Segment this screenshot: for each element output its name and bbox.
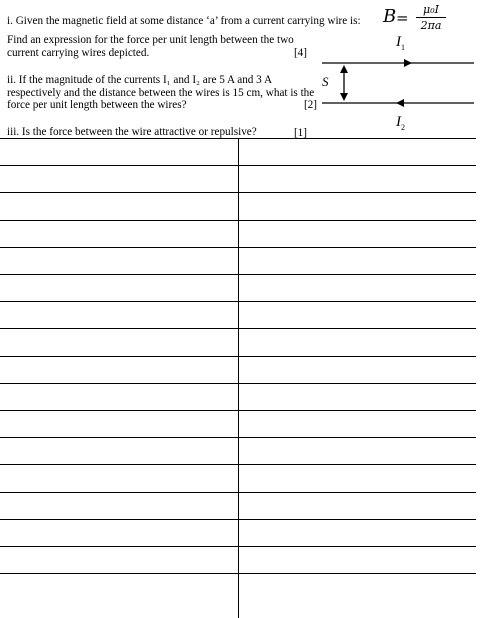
formula-lhs: B — [383, 6, 397, 27]
wire-1-arrow-right-icon — [404, 59, 412, 67]
current-2-symbol: I — [396, 114, 401, 130]
current-2-subscript: 2 — [401, 123, 405, 132]
separation-label: S — [322, 74, 329, 89]
question-part3-marks: [1] — [293, 126, 307, 139]
current-1-subscript: 1 — [401, 43, 405, 52]
separation-arrow-down-icon — [340, 93, 348, 101]
question-part2-text: ii. If the magnitude of the currents I₁ and I₂ are 5 A and 3 A respectively and the distance between the wires is 15 cm, what is the force per unit length between the wires? — [7, 74, 315, 111]
question-part1-intro: i. Given the magnetic field at some distance ‘a’ from a current carrying wire is: — [7, 15, 361, 27]
wires-diagram — [0, 0, 482, 140]
question-part1-marks: [4] — [293, 46, 307, 59]
current-1-symbol: I — [396, 34, 401, 50]
current-1-label — [396, 34, 405, 52]
question-part3-text: iii. Is the force between the wire attractive or repulsive? — [7, 126, 257, 138]
question-part1-text: Find an expression for the force per unit length between the two current carrying wires depicted. — [7, 34, 294, 59]
wire-2-arrow-left-icon — [396, 99, 404, 107]
answer-area-divider — [238, 138, 239, 618]
separation-arrow-up-icon — [340, 65, 348, 73]
formula-numerator: μ₀I — [416, 3, 446, 18]
formula-equals: = — [396, 9, 409, 27]
current-2-label — [396, 114, 405, 132]
formula-denominator: 2πa — [420, 19, 442, 32]
question-part2-marks: [2] — [303, 99, 317, 111]
